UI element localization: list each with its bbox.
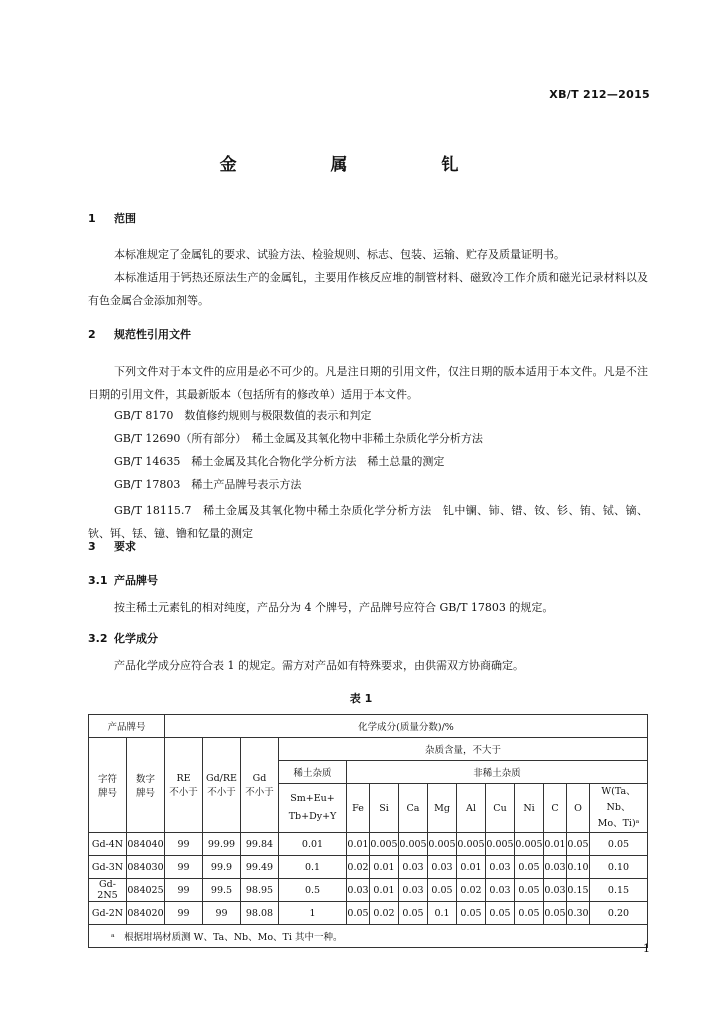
table-cell: 084020 [127, 902, 165, 925]
reference-item: GB/T 12690（所有部分） 稀土金属及其氧化物中非稀土杂质化学分析方法 [114, 432, 483, 445]
table-cell: 99.5 [203, 879, 241, 902]
table-cell: Gd-4N [89, 833, 127, 856]
table-cell: 0.10 [567, 856, 590, 879]
table-cell: 99.99 [203, 833, 241, 856]
table-cell: 99.84 [241, 833, 279, 856]
header-impurity: 杂质含量，不大于 [279, 738, 648, 761]
header-gdre: Gd/RE 不小于 [203, 738, 241, 833]
table-cell: 0.01 [457, 856, 486, 879]
table-cell: 0.05 [486, 902, 515, 925]
table-cell: 0.01 [370, 879, 399, 902]
header-elem: Al [457, 784, 486, 833]
table-cell: 0.03 [347, 879, 370, 902]
section-1-para-1: 本标准规定了金属钆的要求、试验方法、检验规则、标志、包装、运输、贮存及质量证明书。 [114, 248, 565, 261]
table-cell: 0.03 [486, 856, 515, 879]
header-char-brand: 字符 牌号 [89, 738, 127, 833]
table-cell: 0.15 [567, 879, 590, 902]
table-cell: Gd-2N [89, 902, 127, 925]
reference-item: GB/T 8170 数值修约规则与极限数值的表示和判定 [114, 409, 372, 422]
section-2-heading: 2 规范性引用文件 [88, 328, 191, 341]
table-cell: 99 [165, 856, 203, 879]
table-cell: 99 [165, 902, 203, 925]
table-cell: Gd-2N5 [89, 879, 127, 902]
header-brand: 产品牌号 [89, 715, 165, 738]
table-cell: 0.03 [486, 879, 515, 902]
table-cell: 0.5 [279, 879, 347, 902]
table-cell: 0.02 [370, 902, 399, 925]
header-elem: O [567, 784, 590, 833]
table-cell: 0.03 [544, 856, 567, 879]
section-3-1-heading: 3.1 产品牌号 [88, 574, 158, 587]
table-cell: 0.05 [515, 856, 544, 879]
header-re-impurity: 稀土杂质 [279, 761, 347, 784]
table-cell: 0.01 [544, 833, 567, 856]
header-re: RE 不小于 [165, 738, 203, 833]
table-cell: 0.005 [399, 833, 428, 856]
table-cell: 0.05 [567, 833, 590, 856]
header-w: W(Ta、Nb、 Mo、Ti)ᵃ [590, 784, 648, 833]
table-cell: 0.03 [428, 856, 457, 879]
table-cell: 084040 [127, 833, 165, 856]
reference-item: GB/T 14635 稀土金属及其化合物化学分析方法 稀土总量的测定 [114, 455, 445, 468]
table-cell: Gd-3N [89, 856, 127, 879]
table-cell: 0.05 [515, 902, 544, 925]
table-cell: 0.05 [544, 902, 567, 925]
table-cell: 98.08 [241, 902, 279, 925]
table-cell: 0.005 [457, 833, 486, 856]
table-cell: 0.1 [428, 902, 457, 925]
table-row [89, 902, 648, 925]
reference-item: GB/T 17803 稀土产品牌号表示方法 [114, 478, 302, 491]
section-3-heading: 3 要求 [88, 540, 136, 553]
header-elem: C [544, 784, 567, 833]
table-cell: 99 [203, 902, 241, 925]
header-gd: Gd 不小于 [241, 738, 279, 833]
table-cell: 0.01 [347, 833, 370, 856]
table-cell: 99 [165, 833, 203, 856]
table-cell: 0.15 [590, 879, 648, 902]
table-cell: 0.03 [399, 879, 428, 902]
table-row [89, 856, 648, 879]
header-elem: Fe [347, 784, 370, 833]
table-footnote: ᵃ 根据坩埚材质测 W、Ta、Nb、Mo、Ti 其中一种。 [89, 925, 648, 948]
table-cell: 0.05 [347, 902, 370, 925]
section-1-heading: 1 范围 [88, 212, 136, 225]
table-cell: 084030 [127, 856, 165, 879]
table-cell: 0.03 [544, 879, 567, 902]
header-smeu: Sm+Eu+ Tb+Dy+Y [279, 784, 347, 833]
table-cell: 0.02 [457, 879, 486, 902]
table-cell: 0.01 [279, 833, 347, 856]
chemical-composition-table [88, 714, 648, 948]
table-row [89, 833, 648, 856]
header-chem: 化学成分(质量分数)/% [165, 715, 648, 738]
table-cell: 0.05 [399, 902, 428, 925]
table-cell: 0.005 [370, 833, 399, 856]
header-elem: Ni [515, 784, 544, 833]
table-cell: 084025 [127, 879, 165, 902]
table-cell: 99.9 [203, 856, 241, 879]
page-number: 1 [643, 942, 650, 955]
header-elem: Cu [486, 784, 515, 833]
document-title: 金 属 钆 [219, 155, 503, 175]
table-cell: 0.01 [370, 856, 399, 879]
reference-item-last: GB/T 18115.7 稀土金属及其氧化物中稀土杂质化学分析方法 钆中镧、铈、镨、钕、钐、铕、铽、镝、钬、铒、铥、镱、镥和钇量的测定 [88, 504, 648, 540]
table-cell: 0.05 [590, 833, 648, 856]
table-row [89, 879, 648, 902]
header-elem: Ca [399, 784, 428, 833]
section-3-2-heading: 3.2 化学成分 [88, 632, 158, 645]
table-caption: 表 1 [349, 692, 373, 705]
table-cell: 0.005 [515, 833, 544, 856]
table-cell: 0.05 [428, 879, 457, 902]
section-3-1-para: 按主稀土元素钆的相对纯度，产品分为 4 个牌号，产品牌号应符合 GB/T 17803 的规定。 [114, 601, 554, 614]
table-cell: 1 [279, 902, 347, 925]
table-cell: 0.03 [399, 856, 428, 879]
table-cell: 0.20 [590, 902, 648, 925]
header-num-brand: 数字 牌号 [127, 738, 165, 833]
table-cell: 0.005 [486, 833, 515, 856]
table-cell: 0.02 [347, 856, 370, 879]
table-cell: 0.10 [590, 856, 648, 879]
table-cell: 98.95 [241, 879, 279, 902]
table-cell: 0.05 [515, 879, 544, 902]
table-cell: 99.49 [241, 856, 279, 879]
table-cell: 0.05 [457, 902, 486, 925]
section-1-para-2: 本标准适用于钙热还原法生产的金属钆，主要用作核反应堆的制管材料、磁致冷工作介质和磁光记录材料以及有色金属合金添加剂等。 [88, 271, 648, 307]
table-cell: 0.005 [428, 833, 457, 856]
document-code: XB/T 212—2015 [549, 88, 650, 101]
header-elem: Si [370, 784, 399, 833]
header-non-re-impurity: 非稀土杂质 [347, 761, 648, 784]
section-3-2-para: 产品化学成分应符合表 1 的规定。需方对产品如有特殊要求，由供需双方协商确定。 [114, 659, 524, 672]
section-2-para: 下列文件对于本文件的应用是必不可少的。凡是注日期的引用文件，仅注日期的版本适用于本文件。凡是不注日期的引用文件，其最新版本（包括所有的修改单）适用于本文件。 [88, 365, 648, 401]
table-cell: 99 [165, 879, 203, 902]
table-cell: 0.30 [567, 902, 590, 925]
header-elem: Mg [428, 784, 457, 833]
table-cell: 0.1 [279, 856, 347, 879]
